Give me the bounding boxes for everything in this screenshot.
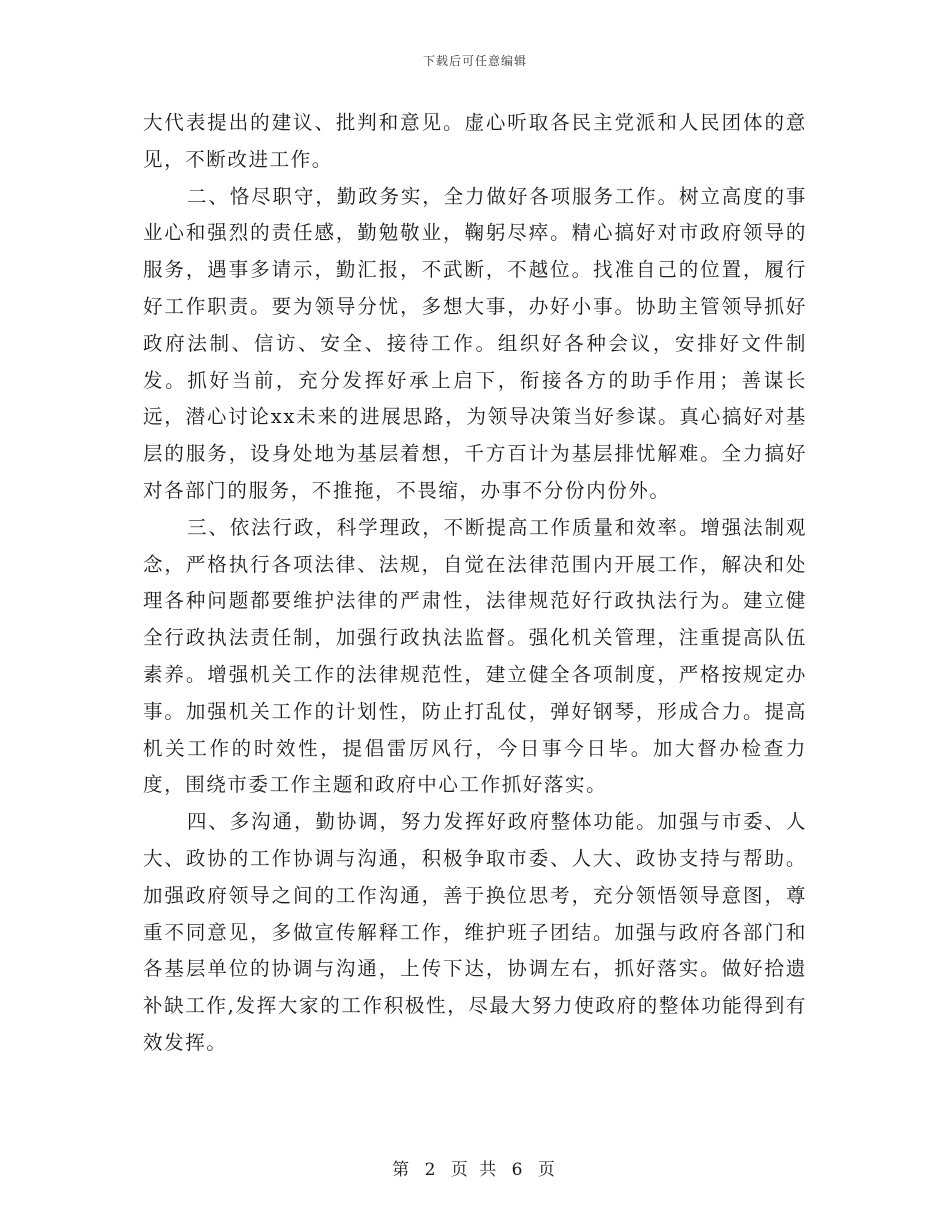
footer-suffix: 页: [537, 1160, 558, 1180]
paragraph-section-four: 四、多沟通，勤协调，努力发挥好政府整体功能。加强与市委、人大、政协的工作协调与沟通，积极争取市委、人大、政协支持与帮助。加强政府领导之间的工作沟通，善于换位思考，充分领悟领导意图，尊重不同意见，多做宣传解释工作，维护班子团结。加强与政府各部门和各基层单位的协调与沟通，上传下达，协调左右，抓好落实。做好拾遗补缺工作,发挥大家的工作积极性，尽最大努力使政府的整体功能得到有效发挥。: [143, 810, 807, 1054]
paragraph-section-three: 三、依法行政，科学理政，不断提高工作质量和效率。增强法制观念，严格执行各项法律、法规，自觉在法律范围内开展工作，解决和处理各种问题都要维护法律的严肃性，法律规范好行政执法行为。建立健全行政执法责任制，加强行政执法监督。强化机关管理，注重提高队伍素养。增强机关工作的法律规范性，建立健全各项制度，严格按规定办事。加强机关工作的计划性，防止打乱仗，弹好钢琴，形成合力。提高机关工作的时效性，提倡雷厉风行，今日事今日毕。加大督办检查力度，围绕市委工作主题和政府中心工作抓好落实。: [143, 515, 807, 797]
paragraph-section-two: 二、恪尽职守，勤政务实，全力做好各项服务工作。树立高度的事业心和强烈的责任感，勤勉敬业，鞠躬尽瘁。精心搞好对市政府领导的服务，遇事多请示，勤汇报，不武断，不越位。找准自己的位置，履行好工作职责。要为领导分忧，多想大事，办好小事。协助主管领导抓好政府法制、信访、安全、接待工作。组织好各种会议，安排好文件制发。抓好当前，充分发挥好承上启下，衔接各方的助手作用；善谋长远，潜心讨论xx未来的进展思路，为领导决策当好参谋。真心搞好对基层的服务，设身处地为基层着想，千方百计为基层排忧解难。全力搞好对各部门的服务，不推拖，不畏缩，办事不分份内份外。: [143, 184, 807, 502]
footer-current-page: 2: [424, 1160, 439, 1180]
footer-middle: 页 共: [450, 1160, 500, 1180]
footer-prefix: 第: [392, 1160, 413, 1180]
page-header: 下载后可任意编辑: [422, 54, 527, 68]
footer-total-pages: 6: [511, 1160, 526, 1180]
document-body: [143, 105, 807, 1062]
paragraph-continuation: 大代表提出的建议、批判和意见。虚心听取各民主党派和人民团体的意见，不断改进工作。: [143, 111, 807, 171]
page-footer: [0, 1155, 950, 1180]
